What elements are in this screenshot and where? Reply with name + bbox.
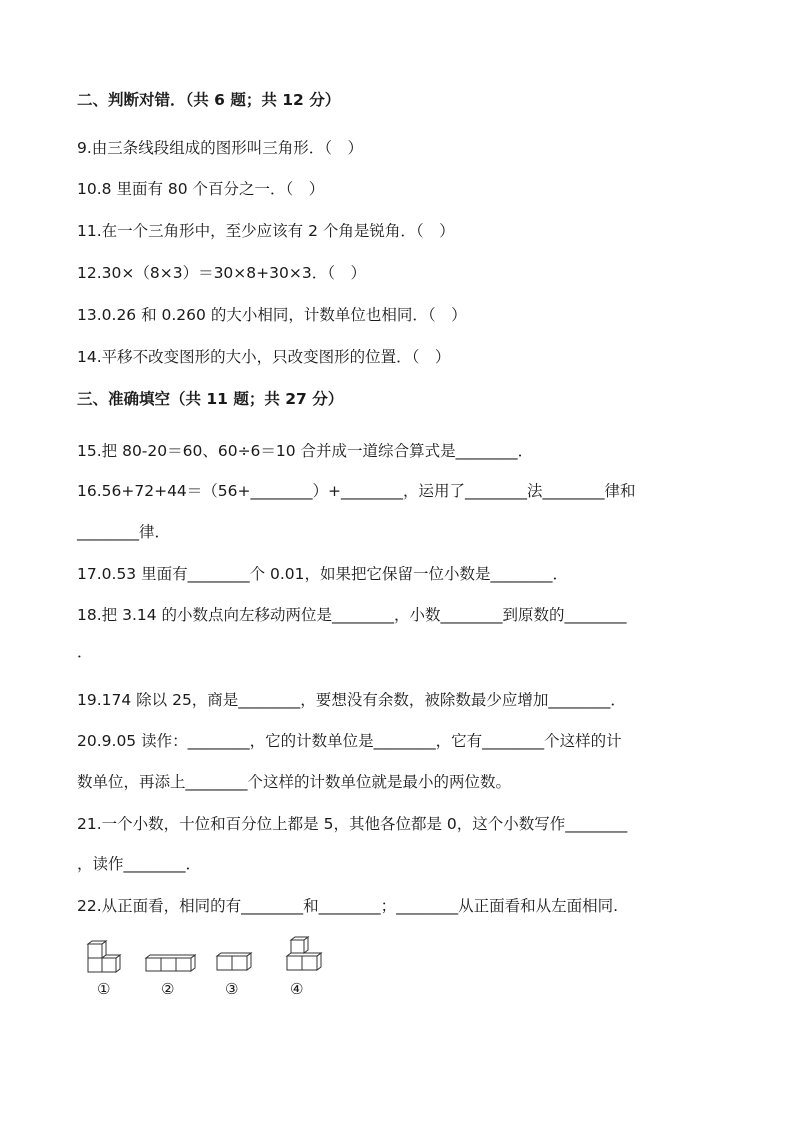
question-11: 11.在一个三角形中，至少应该有 2 个角是锐角．（ ） bbox=[77, 222, 455, 240]
cube-figure-3 bbox=[214, 938, 256, 978]
question-19: 19.174 除以 25，商是________，要想没有余数，被除数最少应增加________． bbox=[77, 691, 626, 709]
question-21: 21.一个小数，十位和百分位上都是 5，其他各位都是 0，这个小数写作________ bbox=[77, 815, 628, 833]
figure-label-4: ④ bbox=[290, 980, 304, 998]
cube-figure-2 bbox=[144, 938, 200, 978]
question-13: 13.0.26 和 0.260 的大小相同，计数单位也相同．（ ） bbox=[77, 306, 467, 324]
question-18-cont: ． bbox=[77, 643, 93, 661]
question-17: 17.0.53 里面有________个 0.01，如果把它保留一位小数是________． bbox=[77, 565, 569, 583]
question-15: 15.把 80-20＝60、60÷6＝10 合并成一道综合算式是________． bbox=[77, 442, 534, 460]
question-14: 14.平移不改变图形的大小，只改变图形的位置．（ ） bbox=[77, 348, 451, 366]
cube-figure-1 bbox=[84, 938, 124, 978]
question-9: 9.由三条线段组成的图形叫三角形．（ ） bbox=[77, 139, 364, 157]
cube-figure-4 bbox=[284, 932, 330, 978]
section2-heading: 二、判断对错．（共 6 题；共 12 分） bbox=[77, 91, 341, 109]
question-16-cont: ________律． bbox=[77, 523, 171, 541]
question-22: 22.从正面看，相同的有________和________；________从正面看和从左面相同. bbox=[77, 897, 619, 915]
question-12: 12.30×（8×3）＝30×8+30×3．（ ） bbox=[77, 264, 366, 282]
question-18: 18.把 3.14 的小数点向左移动两位是________，小数________到原数的________ bbox=[77, 606, 627, 624]
figure-label-1: ① bbox=[97, 980, 111, 998]
question-20: 20.9.05 读作：________，它的计数单位是________，它有________个这样的计 bbox=[77, 732, 622, 750]
figure-label-3: ③ bbox=[225, 980, 239, 998]
question-20-cont: 数单位，再添上________个这样的计数单位就是最小的两位数。 bbox=[77, 773, 512, 791]
section3-heading: 三、准确填空（共 11 题；共 27 分） bbox=[77, 390, 344, 408]
question-10: 10.8 里面有 80 个百分之一．（ ） bbox=[77, 180, 325, 198]
question-21-cont: ，读作________． bbox=[77, 855, 202, 873]
question-16: 16.56+72+44＝（56+________）+________，运用了________法________律和 bbox=[77, 482, 636, 500]
cube-figures bbox=[84, 938, 344, 998]
figure-label-2: ② bbox=[161, 980, 175, 998]
